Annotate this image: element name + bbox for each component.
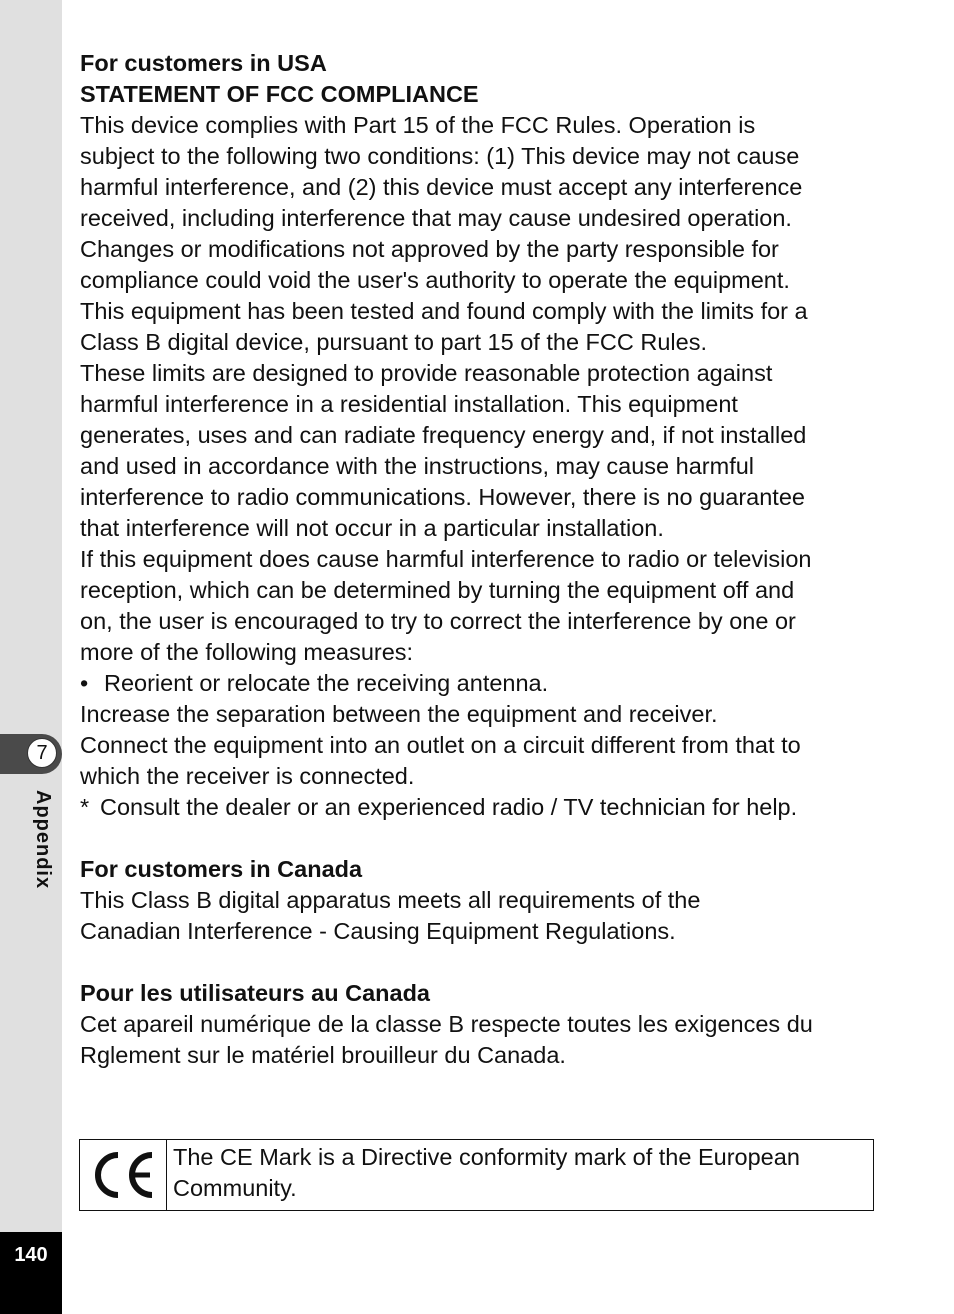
canada-heading: For customers in Canada [80,856,363,882]
sidebar [0,0,62,1314]
body-line: These limits are designed to provide reasonable protection against [80,360,773,386]
body-line: harmful interference in a residential installation. This equipment [80,391,738,417]
ce-mark-table [79,1139,874,1211]
body-line: Class B digital device, pursuant to part 15 of the FCC Rules. [80,329,707,355]
body-line: This equipment has been tested and found comply with the limits for a [80,298,808,324]
bullet-mark: • [80,670,89,696]
body-line: Cet apareil numérique de la classe B respecte toutes les exigences du [80,1011,813,1037]
usa-heading: For customers in USA [80,50,327,76]
canada-fr-heading: Pour les utilisateurs au Canada [80,980,430,1006]
ce-description-line: The CE Mark is a Directive conformity mark of the European [173,1144,800,1170]
ce-mark-cell [80,1140,167,1210]
body-line: Increase the separation between the equipment and receiver. [80,701,718,727]
ce-description [167,1140,806,1210]
body-line: This device complies with Part 15 of the FCC Rules. Operation is [80,112,756,138]
body-line: and used in accordance with the instructions, may cause harmful [80,453,755,479]
body-line: harmful interference, and (2) this device must accept any interference [80,174,803,200]
body-line: generates, uses and can radiate frequency energy and, if not installed [80,422,807,448]
body-line: interference to radio communications. However, there is no guarantee [80,484,805,510]
body-line: Rglement sur le matériel brouilleur du Canada. [80,1042,566,1068]
note-text: Consult the dealer or an experienced radio / TV technician for help. [100,794,798,820]
body-line: received, including interference that may cause undesired operation. [80,205,792,231]
chapter-number: 7 [27,738,57,768]
bullet-text: Reorient or relocate the receiving antenna. [104,670,549,696]
body-line: compliance could void the user's authority to operate the equipment. [80,267,790,293]
body-line: that interference will not occur in a particular installation. [80,515,664,541]
body-line: more of the following measures: [80,639,414,665]
note-item [80,792,880,823]
page-content [80,48,880,1071]
chapter-label: Appendix [32,790,54,890]
fcc-statement-heading: STATEMENT OF FCC COMPLIANCE [80,81,479,107]
page-number: 140 [14,1244,48,1266]
bullet-item [80,668,880,699]
ce-description-line: Community. [173,1175,297,1201]
ce-mark-icon [90,1149,156,1201]
body-line: on, the user is encouraged to try to correct the interference by one or [80,608,796,634]
note-mark: * [80,794,90,820]
body-line: which the receiver is connected. [80,763,415,789]
body-line: Canadian Interference - Causing Equipment Regulations. [80,918,676,944]
body-line: reception, which can be determined by turning the equipment off and [80,577,795,603]
body-line: This Class B digital apparatus meets all requirements of the [80,887,701,913]
body-line: Changes or modifications not approved by the party responsible for [80,236,779,262]
body-line: Connect the equipment into an outlet on a circuit different from that to [80,732,801,758]
body-line: subject to the following two conditions: (1) This device may not cause [80,143,800,169]
body-line: If this equipment does cause harmful interference to radio or television [80,546,812,572]
